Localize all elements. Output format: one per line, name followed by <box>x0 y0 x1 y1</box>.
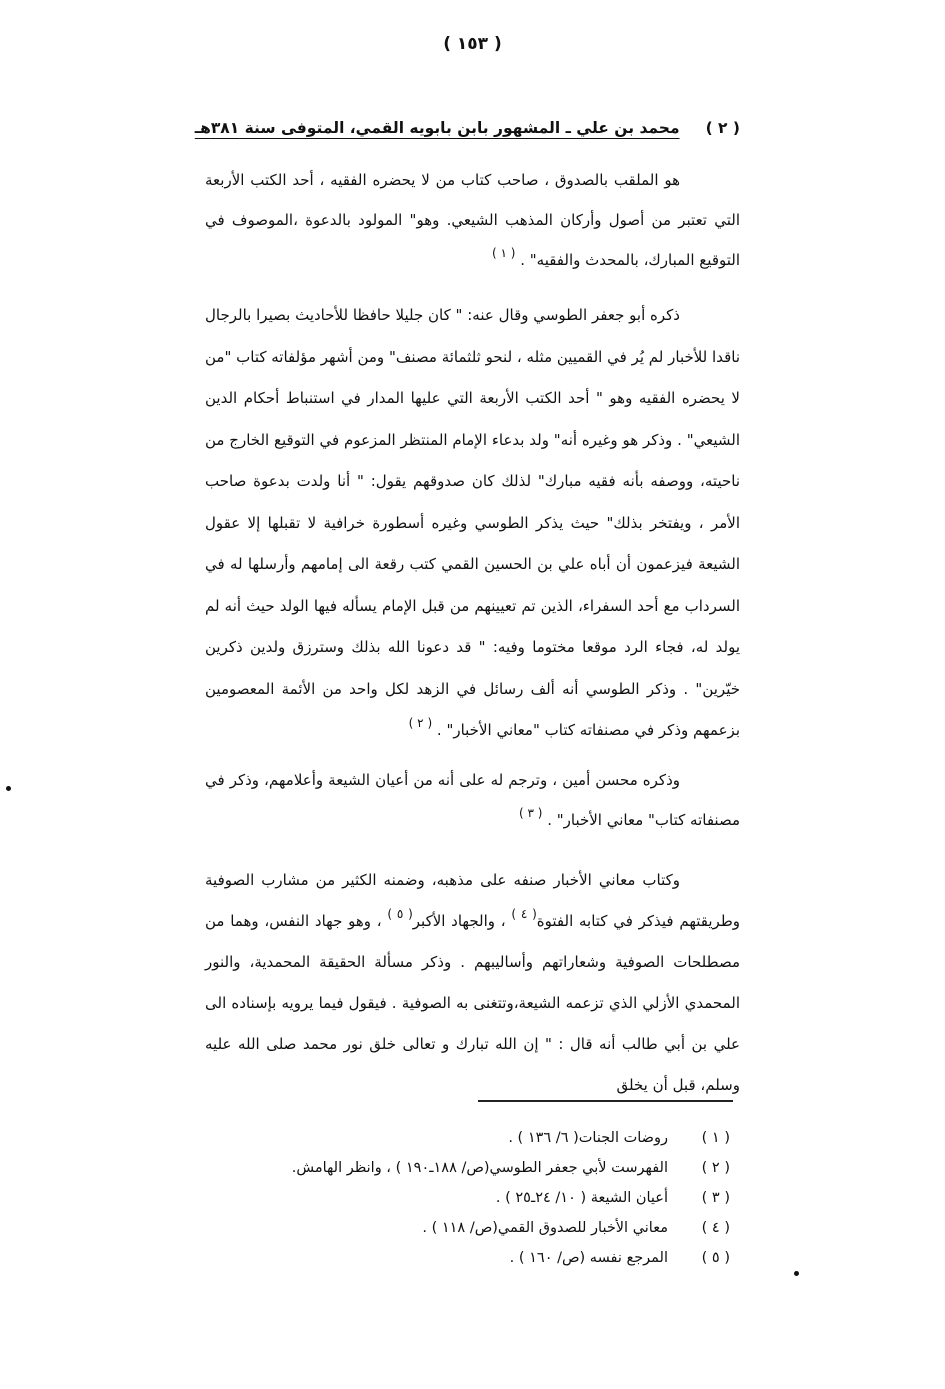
footnotes-list <box>170 1123 730 1273</box>
footnote-item <box>170 1213 730 1243</box>
footnote-item <box>170 1123 730 1153</box>
page-number: ( ١٥٣ ) <box>443 34 502 54</box>
footnote-text: أعيان الشيعة ( ١٠/ ٢٤ـ٢٥ ) . <box>495 1190 668 1206</box>
section-title: محمد بن علي ـ المشهور بابن بابويه القمي، المتوفى سنة ٣٨١هـ <box>194 119 680 137</box>
footnote-ref-5: ( ٥ ) <box>387 907 413 921</box>
footnote-ref-4: ( ٤ ) <box>511 907 537 921</box>
footnote-number: ( ٢ ) <box>701 1160 730 1176</box>
paragraph-4-text-c: ، وهو جهاد النفس، وهما من مصطلحات الصوفية وشعاراتهم وأساليبهم . وذكر مسألة الحقيقة المحمدية، والنور المحمدي الأزلي الذي تزعمه الشيعة،وتتغنى به الصوفية . فيقول فيما يرويه بإسناده الى علي بن أبي طالب أنه قال : " إن الله تبارك و تعالى خلق نور محمد صلى الله عليه وسلم، قبل أن يخلق <box>205 912 740 1094</box>
footnote-text: المرجع نفسه (ص/ ١٦٠ ) . <box>509 1250 668 1266</box>
footnote-ref-1: ( ١ ) <box>491 246 516 260</box>
paragraph-1-text: هو الملقب بالصدوق ، صاحب كتاب من لا يحضره الفقيه ، أحد الكتب الأربعة التي تعتبر من أصول وأركان المذهب الشيعي. وهو" المولود بالدعوة ،الموصوف في التوقيع المبارك، بالمحدث والفقيه" . <box>205 171 740 269</box>
footnote-item <box>170 1243 730 1273</box>
footnote-number: ( ٤ ) <box>701 1220 730 1236</box>
paragraph-2-text: ذكره أبو جعفر الطوسي وقال عنه: " كان جليلا حافظا للأحاديث بصيرا بالرجال ناقدا للأخبار لم يُر في القميين مثله ، لنحو ثلثمائة مصنف" ومن أشهر مؤلفاته كتاب "من لا يحضره الفقيه وهو " أحد الكتب الأربعة التي عليها المدار في استنباط أحكام الدين الشيعي" . وذكر هو وغيره أنه" ولد بدعاء الإمام المنتظر المزعوم في التوقيع الخارج من ناحيته، ووصفه بأنه فقيه مبارك" لذلك كان صدوقهم يقول: " أنا ولدت بدعوة صاحب الأمر ، ويفتخر بذلك" حيث يذكر الطوسي وغيره أسطورة خرافية لا تقبلها إلا عقول الشيعة فيزعمون أن أباه علي بن الحسين القمي كتب رقعة الى إمامهم وأرسلها له في السرداب مع أحد السفراء، الذين تم تعيينهم من قبل الإمام يسأله فيها الولد حيث أنه لم يولد له، فجاء الرد موقعا مختوما وفيه: " قد دعونا الله بذلك وسترزق ولدين ذكرين خيّرين" . وذكر الطوسي أنه ألف رسائل في الزهد لكل واحد من الأئمة المعصومين بزعمهم وذكر في مصنفاته كتاب "معاني الأخبار" . <box>205 306 740 739</box>
footnote-text: روضات الجنات( ٦/ ١٣٦ ) . <box>508 1130 668 1146</box>
footnote-item <box>170 1183 730 1213</box>
scan-speck <box>794 1271 799 1276</box>
footnote-text: معاني الأخبار للصدوق القمي(ص/ ١١٨ ) . <box>422 1220 668 1236</box>
footnote-number: ( ٥ ) <box>701 1250 730 1266</box>
paragraph-4 <box>205 860 740 1106</box>
footnote-item <box>170 1153 730 1183</box>
scan-speck <box>6 786 11 791</box>
footnote-ref-3: ( ٣ ) <box>518 806 543 820</box>
footnote-number: ( ١ ) <box>701 1130 730 1146</box>
footnote-number: ( ٣ ) <box>701 1190 730 1206</box>
footnote-text: الفهرست لأبي جعفر الطوسي(ص/ ١٨٨ـ١٩٠ ) ، وانظر الهامش. <box>291 1160 668 1176</box>
footnote-divider <box>478 1100 733 1102</box>
paragraph-2 <box>205 295 740 752</box>
paragraph-3 <box>205 760 740 840</box>
section-heading <box>194 115 740 141</box>
paragraph-4-text-a: وكتاب معاني الأخبار صنفه على مذهبه، وضمنه الكثير من مشارب الصوفية وطريقتهم فيذكر في كتابه الفتوة <box>205 871 740 930</box>
paragraph-3-text: وذكره محسن أمين ، وترجم له على أنه من أعيان الشيعة وأعلامهم، وذكر في مصنفاته كتاب" معاني الأخبار" . <box>205 771 740 829</box>
footnote-ref-2: ( ٢ ) <box>408 716 433 730</box>
section-number: ( ٢ ) <box>705 119 740 137</box>
paragraph-1 <box>205 160 740 280</box>
paragraph-4-text-b: ، والجهاد الأكبر <box>412 912 506 930</box>
